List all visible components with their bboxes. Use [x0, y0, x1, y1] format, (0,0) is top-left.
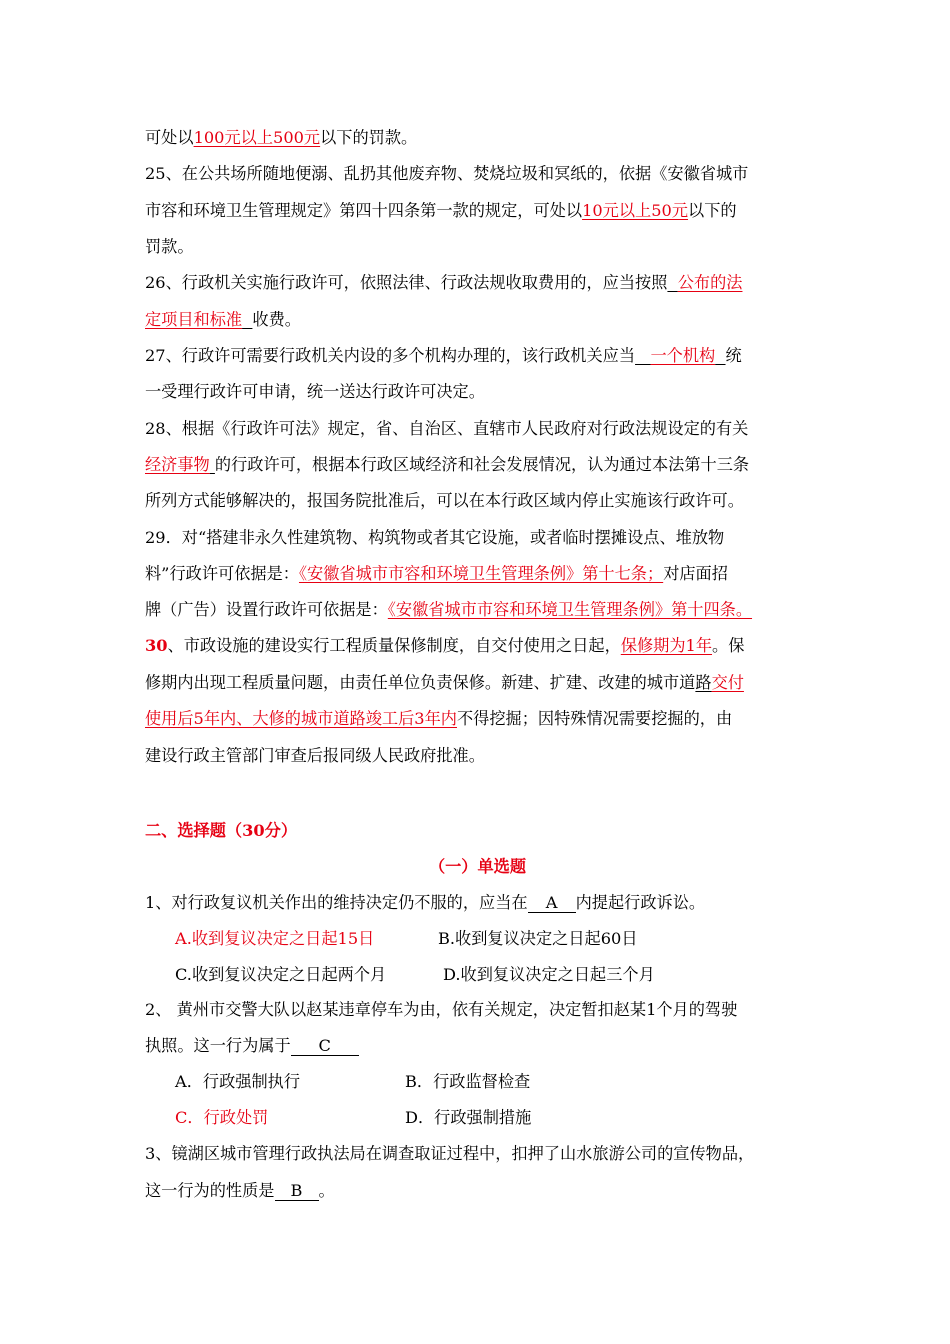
answer-text: 一个机构 [650, 346, 716, 365]
text: 。保 [712, 636, 745, 655]
question-26-line-1 [145, 273, 810, 293]
question-number: 30 [145, 636, 168, 655]
text: 料”行政许可依据是： [145, 564, 299, 583]
section-subheading: （一）单选题 [428, 857, 527, 876]
question-25-line-2 [145, 201, 810, 221]
text: 执照。这一行为属于 [145, 1036, 291, 1055]
question-30-line-2 [145, 673, 810, 693]
answer-text: 经济事物 [145, 455, 210, 474]
text: 收费。 [252, 310, 301, 329]
text: 对店面招 [663, 564, 728, 583]
text: 可处以 [145, 128, 194, 147]
option-d: D.收到复议决定之日起三个月 [443, 965, 655, 984]
text: 内提起行政诉讼。 [575, 893, 706, 912]
answer-blank: C [291, 1036, 359, 1056]
answer-blank: A [528, 893, 576, 913]
text: 的行政许可，根据本行政区域经济和社会发展情况，认为通过本法第十三条 [214, 455, 750, 474]
question-3-line-2 [145, 1181, 810, 1201]
answer-text: 保修期为1年 [620, 636, 713, 655]
text: 这一行为的性质是 [145, 1181, 275, 1200]
question-26-line-2 [145, 310, 810, 330]
option-b: B．行政监督检查 [405, 1072, 531, 1091]
answer-text: 《安徽省城市市容和环境卫生管理条例》第十四条。 [387, 600, 753, 619]
option-a: A．行政强制执行 [175, 1072, 301, 1091]
text: 以下的罚款。 [320, 128, 418, 147]
answer-blank: B [275, 1181, 319, 1201]
text: 路 [695, 673, 712, 692]
answer-text: 交付 [711, 673, 744, 692]
text: 、市政设施的建设实行工程质量保修制度，自交付使用之日起， [167, 636, 621, 655]
question-28-line-1: 28、根据《行政许可法》规定，省、自治区、直辖市人民政府对行政法规设定的有关 [145, 419, 749, 438]
text: 以下的 [688, 201, 737, 220]
question-25-line-3: 罚款。 [145, 237, 194, 256]
question-28-line-2 [145, 455, 810, 475]
question-30-line-4: 建设行政主管部门审查后报同级人民政府批准。 [145, 746, 485, 765]
question-27-line-1 [145, 346, 810, 366]
answer-text: 《安徽省城市市容和环境卫生管理条例》第十七条； [298, 564, 664, 583]
text-line [145, 128, 810, 148]
question-29-line-2 [145, 564, 810, 584]
question-29-line-1: 29．对“搭建非永久性建筑物、构筑物或者其它设施，或者临时摆摊设点、堆放物 [145, 528, 725, 547]
answer-text: 定项目和标准 [145, 310, 243, 329]
answer-text: 使用后5年内、大修的城市道路竣工后3年内 [145, 709, 457, 728]
text: 修期内出现工程质量问题，由责任单位负责保修。新建、扩建、改建的城市道 [145, 673, 696, 692]
question-1-line [145, 893, 810, 913]
text: 牌（广告）设置行政许可依据是： [145, 600, 388, 619]
question-2-line-2 [145, 1036, 810, 1056]
answer-text: 10元以上50元 [582, 201, 689, 220]
text: 。 [318, 1181, 335, 1200]
section-heading: 二、选择题（30分） [145, 821, 298, 840]
option-c: C．行政处罚 [175, 1108, 269, 1127]
question-25-line-1: 25、在公共场所随地便溺、乱扔其他废弃物、焚烧垃圾和冥纸的，依据《安徽省城市 [145, 164, 749, 183]
option-c: C.收到复议决定之日起两个月 [175, 965, 387, 984]
text: 统 [725, 346, 742, 365]
question-30-line-3 [145, 709, 810, 729]
text: 26、行政机关实施行政许可，依照法律、行政法规收取费用的，应当按照 [145, 273, 668, 292]
text: 27、行政许可需要行政机关内设的多个机构办理的，该行政机关应当 [145, 346, 636, 365]
option-d: D．行政强制措施 [405, 1108, 532, 1127]
answer-text: 100元以上500元 [193, 128, 321, 147]
question-27-line-2: 一受理行政许可申请，统一送达行政许可决定。 [145, 382, 485, 401]
answer-text: 公布的法 [677, 273, 743, 292]
text: 1、对行政复议机关作出的维持决定仍不服的，应当在 [145, 893, 528, 912]
question-2-line-1: 2、 黄州市交警大队以赵某违章停车为由，依有关规定，决定暂扣赵某1个月的驾驶 [145, 1000, 738, 1019]
question-3-line-1: 3、镜湖区城市管理行政执法局在调查取证过程中，扣押了山水旅游公司的宣传物品， [145, 1144, 755, 1163]
option-b: B.收到复议决定之日起60日 [438, 929, 638, 948]
text: 市容和环境卫生管理规定》第四十四条第一款的规定，可处以 [145, 201, 583, 220]
text: 不得挖掘；因特殊情况需要挖掘的，由 [456, 709, 733, 728]
question-29-line-3 [145, 600, 810, 620]
question-30-line-1 [145, 636, 810, 656]
option-a: A.收到复议决定之日起15日 [175, 929, 375, 948]
question-28-line-3: 所列方式能够解决的，报国务院批准后，可以在本行政区域内停止实施该行政许可。 [145, 491, 744, 510]
